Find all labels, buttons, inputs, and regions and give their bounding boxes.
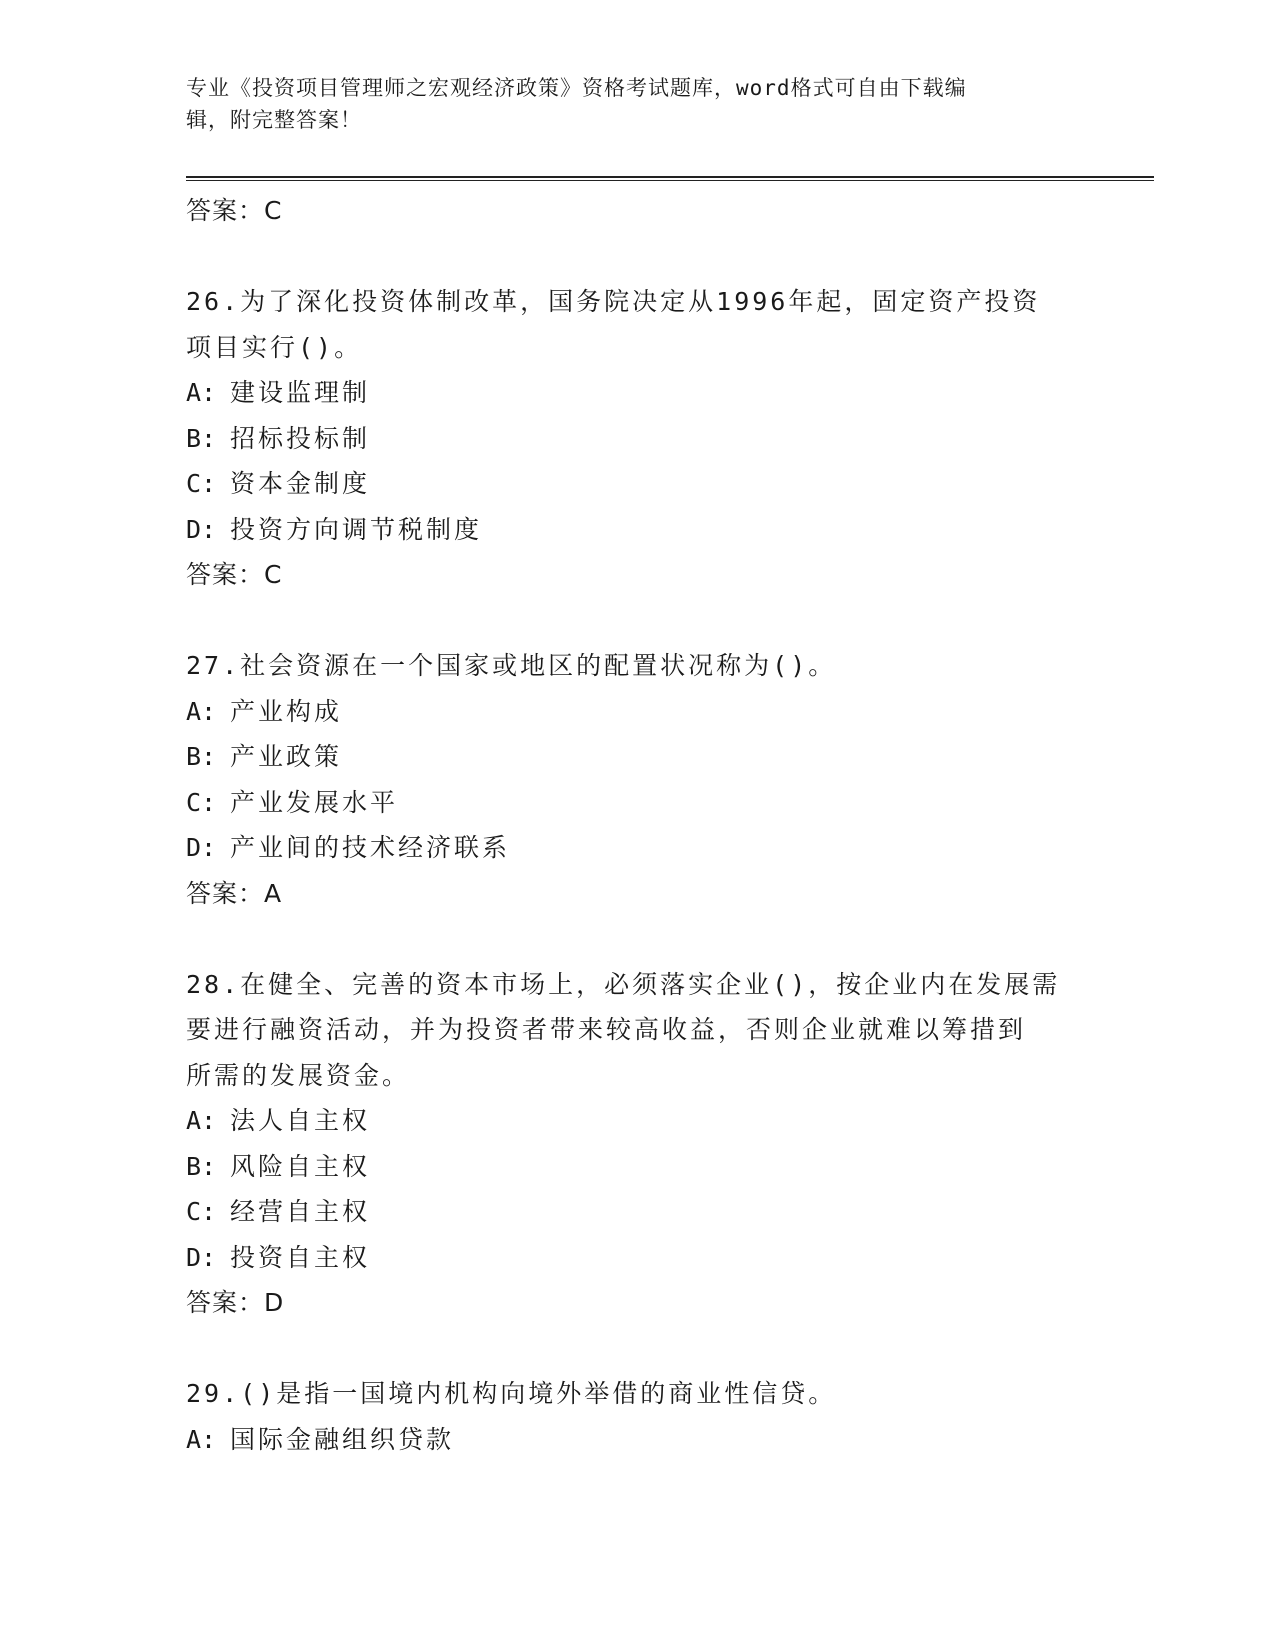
question-stem: 26.为了深化投资体制改革，国务院决定从1996年起，固定资产投资 <box>186 287 1041 316</box>
question-block <box>186 643 1154 962</box>
option-letter: A: <box>186 696 217 726</box>
option-text: 招标投标制 <box>230 423 371 453</box>
option-letter: C: <box>186 787 217 817</box>
header-line-1: 专业《投资项目管理师之宏观经济政策》资格考试题库，word格式可自由下载编 <box>186 76 967 100</box>
option-letter: C: <box>186 469 217 498</box>
document-header <box>186 72 1086 136</box>
question-stem: 28.在健全、完善的资本市场上，必须落实企业()，按企业内在发展需 <box>186 969 1061 999</box>
spacer <box>186 234 1154 280</box>
answer-option <box>186 416 1154 462</box>
option-text: 国际金融组织贷款 <box>230 1424 455 1454</box>
option-letter: B: <box>186 742 217 771</box>
option-letter: D: <box>186 833 217 862</box>
answer-option <box>186 689 1154 735</box>
option-text: 产业构成 <box>230 696 343 726</box>
option-text: 资本金制度 <box>230 469 371 498</box>
question-block <box>186 279 1154 643</box>
option-letter: D: <box>186 1242 217 1272</box>
answer-option <box>186 370 1154 416</box>
option-letter: A: <box>186 378 217 407</box>
answer-key: 答案：A <box>186 878 283 908</box>
option-text: 产业政策 <box>230 742 343 771</box>
answer-option <box>186 825 1154 871</box>
header-line-2: 辑，附完整答案！ <box>186 108 362 132</box>
option-letter: D: <box>186 514 217 544</box>
question-list <box>186 188 1154 1462</box>
answer-option <box>186 1144 1154 1190</box>
answer-key: 答案：C <box>186 560 283 589</box>
option-text: 经营自主权 <box>230 1197 371 1226</box>
answer-option <box>186 1235 1154 1281</box>
option-text: 投资方向调节税制度 <box>230 514 483 544</box>
document-page <box>186 0 1166 1650</box>
question-block <box>186 962 1154 1372</box>
option-text: 投资自主权 <box>230 1242 371 1272</box>
answer-option <box>186 507 1154 553</box>
option-letter: A: <box>186 1424 217 1454</box>
question-stem: 要进行融资活动，并为投资者带来较高收益，否则企业就难以筹措到 <box>186 1015 1027 1044</box>
header-divider <box>186 176 1154 181</box>
question-block <box>186 1371 1154 1462</box>
spacer <box>186 598 1154 644</box>
answer-key: 答案：D <box>186 1288 285 1317</box>
option-letter: B: <box>186 423 217 453</box>
answer-option <box>186 1417 1154 1463</box>
question-stem: 29.()是指一国境内机构向境外举借的商业性信贷。 <box>186 1379 837 1408</box>
answer-option <box>186 1098 1154 1144</box>
option-letter: C: <box>186 1197 217 1226</box>
question-stem: 项目实行()。 <box>186 332 363 362</box>
spacer <box>186 1326 1154 1372</box>
option-letter: A: <box>186 1106 217 1135</box>
option-text: 风险自主权 <box>230 1151 371 1181</box>
answer-option <box>186 461 1154 507</box>
option-text: 产业间的技术经济联系 <box>230 833 511 862</box>
previous-answer: 答案：C <box>186 196 283 225</box>
option-text: 产业发展水平 <box>230 787 399 817</box>
answer-option <box>186 734 1154 780</box>
question-stem: 所需的发展资金。 <box>186 1060 411 1090</box>
answer-option <box>186 780 1154 826</box>
spacer <box>186 916 1154 962</box>
option-text: 建设监理制 <box>230 378 371 407</box>
option-text: 法人自主权 <box>230 1106 371 1135</box>
question-stem: 27.社会资源在一个国家或地区的配置状况称为()。 <box>186 651 837 680</box>
answer-option <box>186 1189 1154 1235</box>
option-letter: B: <box>186 1151 217 1181</box>
